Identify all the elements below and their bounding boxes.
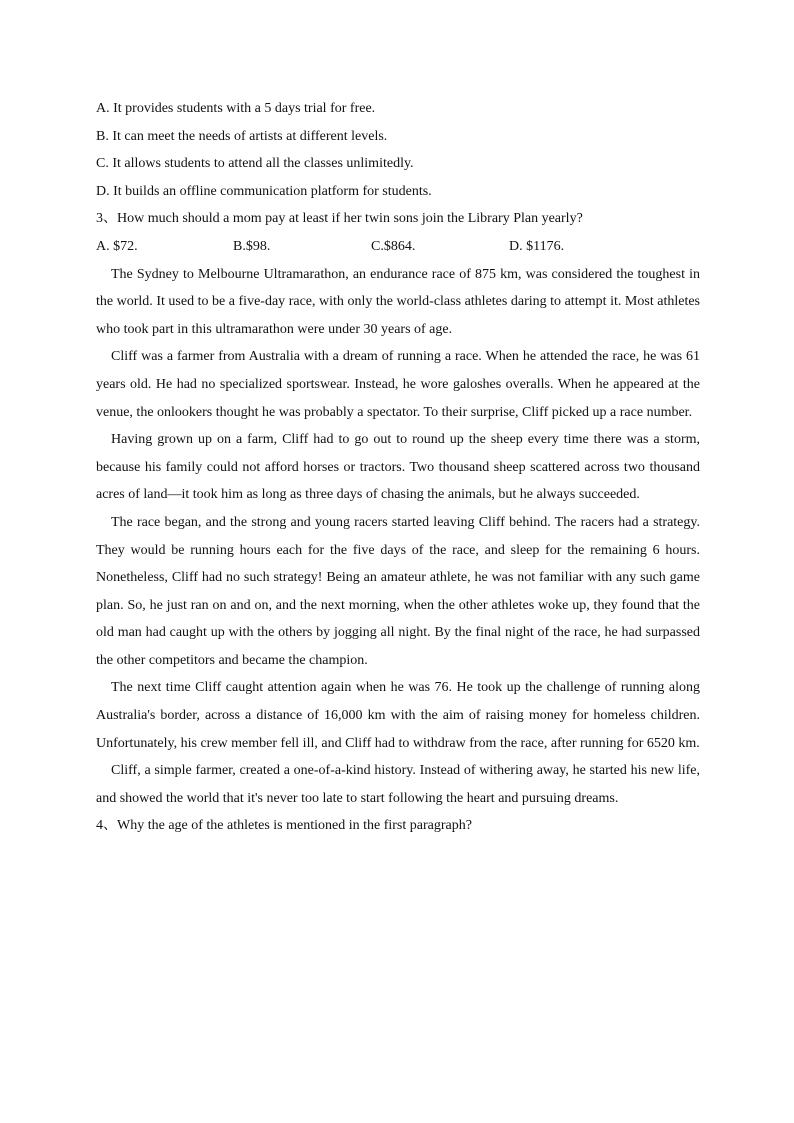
q2-option-d: D. It builds an offline communication platform for students. bbox=[96, 183, 432, 199]
question-3-stem: 3、How much should a mom pay at least if her twin sons join the Library Plan yearly? bbox=[96, 211, 583, 227]
passage-paragraph-1: The Sydney to Melbourne Ultramarathon, an endurance race of 875 km, was considered the toughest in the world. It used to be a five-day race, with only the world-class athletes daring to attempt it. Most athletes who took part in this ultramarathon were under 30 years of age. bbox=[96, 266, 700, 337]
passage-paragraph-2: Cliff was a farmer from Australia with a dream of running a race. When he attended the race, he was 61 years old. He had no specialized sportswear. Instead, he wore galoshes overalls. When he appeared at the venue, the onlookers thought he was probably a spectator. To their surprise, Cliff picked up a race number. bbox=[96, 349, 700, 420]
q2-option-c: C. It allows students to attend all the classes unlimitedly. bbox=[96, 156, 414, 172]
q2-option-a: A. It provides students with a 5 days trial for free. bbox=[96, 101, 376, 116]
q3-option-b: B.$98. bbox=[233, 238, 271, 254]
passage-paragraph-6: Cliff, a simple farmer, created a one-of-a-kind history. Instead of withering away, he started his new life, and showed the world that it's never too late to start following the heart and pursuing dreams. bbox=[96, 763, 700, 806]
q3-option-d: D. $1176. bbox=[509, 238, 565, 254]
q3-option-c: C.$864. bbox=[371, 238, 416, 254]
passage-paragraph-3: Having grown up on a farm, Cliff had to go out to round up the sheep every time there was a storm, because his family could not afford horses or tractors. Two thousand sheep scattered across two thousand acres of land—it took him as long as three days of chasing the animals, but he always succeeded. bbox=[96, 432, 700, 503]
passage-paragraph-5: The next time Cliff caught attention again when he was 76. He took up the challenge of running along Australia's border, across a distance of 16,000 km with the aim of raising money for homeless children. Unfortunately, his crew member fell ill, and Cliff had to withdraw from the race, after running for 6520 km. bbox=[96, 680, 700, 751]
question-3-options bbox=[96, 233, 700, 261]
question-4-stem: 4、Why the age of the athletes is mentioned in the first paragraph? bbox=[96, 818, 472, 834]
passage-paragraph-4: The race began, and the strong and young racers started leaving Cliff behind. The racers had a strategy. They would be running hours each for the five days of the race, and sleep for the remaining 6 hours. Nonetheless, Cliff had no such strategy! Being an amateur athlete, he was not familiar with any such game plan. So, he just ran on and on, and the next morning, when the other athletes woke up, they found that the old man had caught up with the others by jogging all night. By the final night of the race, he had surpassed the other competitors and became the champion. bbox=[96, 514, 700, 668]
q3-option-a: A. $72. bbox=[96, 238, 138, 254]
page-content bbox=[96, 95, 700, 840]
q2-option-b: B. It can meet the needs of artists at different levels. bbox=[96, 128, 388, 144]
